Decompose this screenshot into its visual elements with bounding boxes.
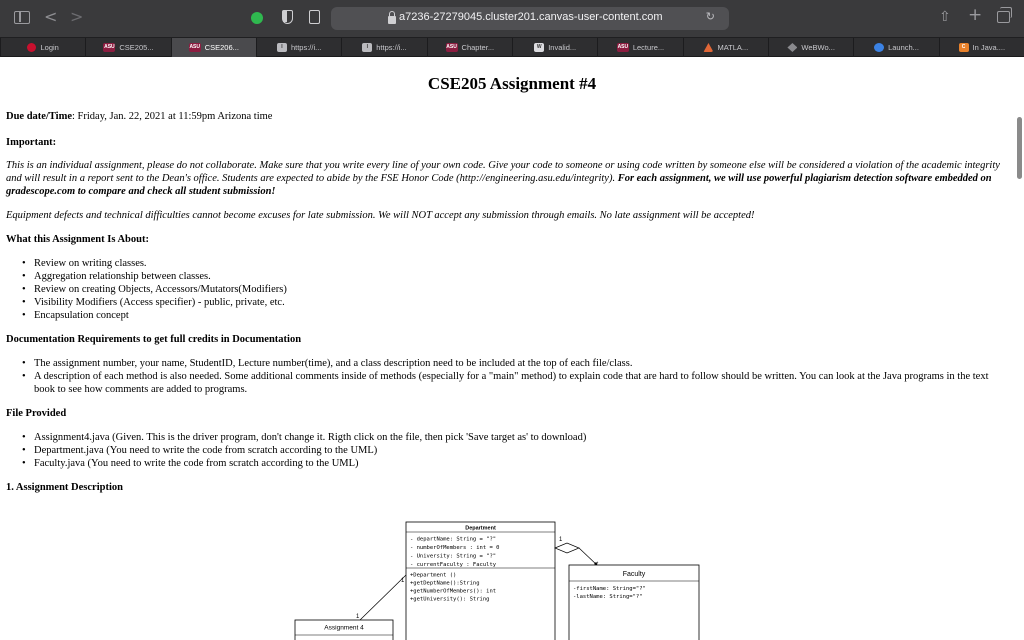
browser-tab[interactable]	[341, 38, 426, 57]
list-item: • Aggregation relationship between classes.	[22, 270, 1007, 283]
due-value: : Friday, Jan. 22, 2021 at 11:59pm Arizona time	[72, 111, 273, 122]
documentation-list	[22, 357, 1007, 396]
list-item: • Review on writing classes.	[22, 257, 1007, 270]
new-tab-icon[interactable]: +	[968, 5, 983, 25]
tab-label: Login	[40, 43, 59, 52]
tab-label: Invalid...	[548, 43, 577, 52]
tab-label: Launch...	[888, 43, 919, 52]
browser-tab[interactable]	[85, 38, 170, 57]
extension-green-icon[interactable]	[251, 12, 263, 24]
privacy-shield-icon[interactable]	[282, 10, 293, 24]
multiplicity-label: 1	[356, 614, 360, 620]
tab-label: MATLA...	[717, 43, 749, 52]
due-date-line	[6, 110, 272, 123]
browser-tab[interactable]	[427, 38, 512, 57]
uml-field: - departName: String = "?"	[410, 536, 497, 543]
uml-department-class	[406, 522, 555, 640]
browser-tab[interactable]	[768, 38, 853, 57]
asu-icon: ASU	[446, 44, 457, 50]
list-item: • Review on creating Objects, Accessors/Mutators(Modifiers)	[22, 283, 1007, 296]
uml-field: -lastName: String="?"	[573, 594, 643, 600]
documentation-heading: Documentation Requirements to get full credits in Documentation	[6, 334, 302, 345]
asu-icon: ASU	[104, 44, 115, 50]
due-label: Due date/Time	[6, 111, 73, 122]
multiplicity-label: 1	[559, 537, 563, 543]
share-icon[interactable]: ⇧	[939, 9, 951, 25]
list-item	[22, 431, 1007, 444]
tab-label: WeBWo...	[801, 43, 835, 52]
list-item: • Visibility Modifiers (Access specifier) - public, private, etc.	[22, 296, 1007, 309]
uml-field: - numberOfMembers : int = 0	[410, 545, 500, 551]
matlab-icon	[703, 43, 713, 52]
aggregation-diamond	[555, 543, 579, 553]
integrity-text: This is an individual assignment, please do not collaborate. Make sure that you write every line of your own code. Give your code to someone or using code written by someone else will be considered a violation of the academic integrity and will result in a report sent to the Dean's office. Students are expected to abide by the FSE Honor Code (http://engineering.asu.edu/integrity).	[6, 160, 1000, 184]
browser-tab[interactable]	[171, 38, 256, 57]
list-item: • The assignment number, your name, StudentID, Lecture number(time), and a class description need to be included at the top of each file/class.	[22, 357, 1007, 370]
tab-label: CSE206...	[204, 43, 239, 52]
browser-tab[interactable]	[853, 38, 938, 57]
url-text[interactable]: a7236-27279045.cluster201.canvas-user-content.com	[399, 11, 663, 23]
reload-icon[interactable]: ↻	[705, 10, 715, 23]
list-item: • Department.java (You need to write the code from scratch according to the UML)	[22, 444, 1007, 457]
uml-method: +Department ()	[410, 572, 457, 579]
tab-strip	[0, 37, 1024, 57]
tab-label: Lecture...	[632, 43, 665, 52]
files-heading: File Provided	[6, 408, 67, 419]
uml-method: +getUniversity(): String	[410, 596, 490, 603]
asu-icon: ASU	[617, 44, 629, 50]
browser-tab[interactable]	[683, 38, 768, 57]
page-icon: I	[362, 43, 372, 52]
browser-tab[interactable]	[0, 38, 85, 57]
java-icon: C	[959, 43, 969, 52]
tab-label: https://i...	[290, 43, 322, 52]
list-item: • Encapsulation concept	[22, 309, 1007, 322]
tab-label: In Java....	[972, 43, 1006, 52]
sidebar-toggle-icon[interactable]	[14, 11, 30, 24]
scrollbar[interactable]	[1017, 117, 1022, 179]
assignment4-class-name: Assignment 4	[324, 624, 364, 632]
launch-icon	[874, 43, 884, 52]
assignment4-file-text[interactable]: Assignment4.java (Given. This is the driver program, don't change it. Rigth click on the file, then pick 'Save target as' to download)	[34, 432, 587, 443]
list-item: • Faculty.java (You need to write the code from scratch according to the UML)	[22, 457, 1007, 470]
page-title: CSE205 Assignment #4	[427, 74, 597, 93]
w-icon: W	[534, 43, 544, 52]
uml-method: +getDeptName():String	[410, 580, 480, 587]
equipment-paragraph: Equipment defects and technical difficulties cannot become excuses for late submission. We will NOT accept any submission through emails. No late assignment will be accepted!	[6, 210, 755, 221]
tab-label: Chapter...	[461, 43, 495, 52]
tab-overview-icon[interactable]	[997, 11, 1010, 23]
reader-icon[interactable]	[309, 10, 320, 24]
page-icon: I	[277, 43, 287, 52]
list-item: • A description of each method is also needed. Some additional comments inside of methods (especially for a "main" method) to explain code that are hard to follow should be written. You can look at the Java programs in the text book to see how comments are added to programs.	[22, 370, 1007, 396]
lock-icon	[388, 16, 396, 24]
tab-label: CSE205...	[119, 43, 154, 52]
about-heading: What this Assignment Is About:	[6, 234, 149, 245]
forward-arrow-icon[interactable]: >	[70, 7, 84, 26]
uml-field: -firstName: String="?"	[573, 586, 646, 592]
uml-diagram	[0, 517, 1024, 640]
association-line	[360, 575, 406, 620]
browser-tab[interactable]	[597, 38, 682, 57]
uml-field: - currentFaculty : Faculty	[410, 562, 497, 568]
faculty-class-name: Faculty	[622, 571, 646, 578]
integrity-paragraph	[6, 159, 1016, 198]
plagiarism-notice: For each assignment, we will use powerful plagiarism detection software embedded on gradescope.com to compare and check all student submission!	[6, 173, 992, 197]
uml-field: - University: String = "?"	[410, 553, 497, 560]
back-arrow-icon[interactable]: <	[44, 7, 58, 26]
tab-label: https://i...	[376, 43, 407, 52]
login-icon	[27, 43, 36, 52]
webwork-icon	[787, 43, 797, 52]
important-heading: Important:	[6, 137, 57, 148]
uml-method: +getNumberOfMembers(): int	[410, 588, 497, 595]
section1-heading: 1. Assignment Description	[6, 482, 123, 493]
browser-tab[interactable]	[256, 38, 341, 57]
department-class-name: Department	[465, 525, 496, 532]
address-bar[interactable]	[331, 7, 729, 30]
about-list	[22, 257, 1007, 322]
browser-tab[interactable]	[512, 38, 597, 57]
multiplicity-label: 1	[401, 578, 405, 584]
page-content	[0, 57, 1024, 640]
files-list	[22, 431, 1007, 470]
browser-tab[interactable]	[939, 38, 1024, 57]
uml-assignment4-class	[295, 620, 393, 640]
uml-faculty-class	[569, 565, 699, 640]
browser-toolbar	[0, 0, 1024, 37]
asu-icon: ASU	[189, 44, 200, 50]
